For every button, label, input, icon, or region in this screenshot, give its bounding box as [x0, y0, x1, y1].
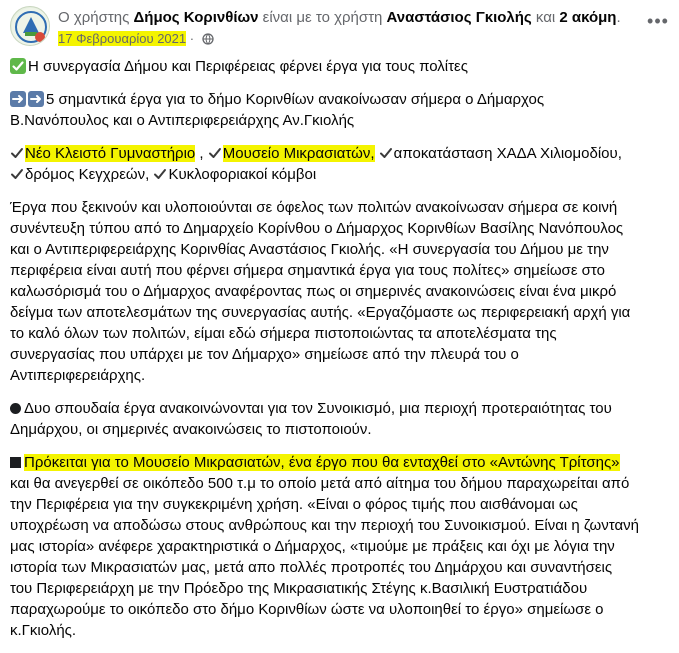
- paragraph-line: μας ιστορία» ανέφερε χαρακτηριστικά ο Δήμαρχος, «τιμούμε με πράξεις και όχι με λόγια την: [10, 538, 615, 555]
- right-arrow-icon: [28, 91, 44, 107]
- highlighted-text: Πρόκειται για το Μουσείο Μικρασιατών, ένα έργο που θα ενταχθεί στο «Αντώνης Τρίτσης»: [24, 454, 620, 471]
- check-mark-icon: [10, 146, 24, 160]
- paragraph-line: [10, 398, 670, 419]
- period-text: .: [616, 9, 621, 26]
- projects-line-2: [10, 164, 670, 185]
- author-link[interactable]: Δήμος Κορινθίων: [133, 9, 259, 26]
- paragraph-line: του Περιφερειάρχη με την Πρόεδρο της Μικρασιατικής Στέγης κ.Βασιλική Ευστρατιάδου: [10, 580, 588, 597]
- author-prefix: Ο χρήστης: [58, 9, 134, 26]
- paragraph-line: [10, 452, 670, 473]
- others-link[interactable]: 2 ακόμη: [559, 9, 617, 26]
- paragraph-text: Δυο σπουδαία έργα ανακοινώνονται για τον Συνοικισμό, μια περιοχή προτεραιότητας του: [24, 400, 612, 417]
- project-gym: Νέο Κλειστό Γυμναστήριο: [25, 145, 196, 162]
- paragraph-line: και θα ανεγερθεί σε οικόπεδο 500 τ.μ το οποίο μετά από αίτημα του δήμου παραχωρείται από: [10, 475, 630, 492]
- intro-paragraph: [10, 89, 670, 131]
- paragraph-line: υποχρέωση να αποδώσω στους ανθρώπους και την περιοχή του Συνοικισμού. Είναι η ζωντανή: [10, 517, 639, 534]
- paragraph-line: ιστορία των Μικρασιατών μας, μετά απο πολλές προτροπές του Δημάρχου και συναντήσεις: [10, 559, 613, 576]
- tagged-user-link[interactable]: Αναστάσιος Γκιολής: [386, 9, 532, 26]
- paragraph-line: και ο Αντιπεριφερειάρχης Κορινθίας Αναστάσιος Γκιολής. «Η συνεργασία του Δήμου με την: [10, 241, 609, 258]
- check-mark-button-icon: [10, 58, 26, 74]
- post-headline: Η συνεργασία Δήμου και Περιφέρειας φέρνει έργα για τους πολίτες: [28, 58, 468, 75]
- post-header: [10, 6, 670, 50]
- and-text: και: [531, 9, 560, 26]
- black-circle-icon: [10, 403, 21, 414]
- with-text: είναι με το χρήστη: [258, 9, 387, 26]
- globe-icon: [202, 32, 214, 50]
- paragraph-3: [10, 452, 670, 641]
- paragraph-line: παραχωρούμε το οικόπεδο στο δήμο Κορινθίων ώστε να υλοποιηθεί το έργο» σημείωσε ο: [10, 601, 604, 618]
- post-date-link[interactable]: 17 Φεβρουαρίου 2021: [58, 31, 187, 46]
- paragraph-line: το καλό όλων των πολιτών, είμαι εδώ σήμερα πιστοποιώντας τα αποτελέσματα της: [10, 325, 557, 342]
- paragraph-line: Δημάρχου, οι σημερινές ανακοινώσεις το πιστοποιούν.: [10, 421, 372, 438]
- paragraph-line: την Περιφέρεια για την συγκεκριμένη χρήση. «Είναι ο φόρος τιμής που αισθάνομαι ως: [10, 496, 578, 513]
- right-arrow-icon: [10, 91, 26, 107]
- check-mark-icon: [153, 167, 167, 181]
- paragraph-line: Αντιπεριφερειάρχης.: [10, 367, 146, 384]
- paragraph-line: συνέντευξη τύπου από το Δημαρχείο Κορίνθου ο Δήμαρχος Κορινθίων Βασίλης Νανόπουλος: [10, 220, 624, 237]
- project-museum: Μουσείο Μικρασιατών,: [222, 145, 375, 162]
- project-roundabouts: Κυκλοφοριακοί κόμβοι: [168, 166, 317, 183]
- paragraph-line: συνεργασίας που υπάρχει με τον Δήμαρχο» σημείωσε από την πλευρά του ο: [10, 346, 519, 363]
- projects-line-1: [10, 143, 670, 164]
- paragraph-1: [10, 197, 670, 386]
- intro-text: 5 σημαντικά έργα για το δήμο Κορινθίων ανακοίνωσαν σήμερα ο Δήμαρχος: [46, 91, 545, 108]
- page-avatar[interactable]: [10, 6, 50, 46]
- check-mark-icon: [379, 146, 393, 160]
- post-body: [10, 56, 670, 653]
- projects-list: [10, 143, 670, 185]
- more-options-icon[interactable]: •••: [647, 11, 669, 31]
- paragraph-line: καλωσόρισμά του ο Δήμαρχος αναφέροντας πως οι σημερινές ανακοινώσεις είναι ένα μικρό: [10, 283, 617, 300]
- post-author-line: [58, 8, 621, 28]
- meta-separator: ·: [186, 31, 198, 46]
- black-square-icon: [10, 457, 21, 468]
- paragraph-line: περιφέρεια είναι αυτή που φέρνει σήμερα σημαντικά έργα για τους πολίτες» σημείωσε στο: [10, 262, 605, 279]
- paragraph-2: [10, 398, 670, 440]
- municipality-logo-icon: [11, 7, 50, 46]
- headline-line: [10, 56, 670, 77]
- project-separator: ,: [195, 145, 204, 162]
- project-road: δρόμος Κεγχρεών,: [25, 166, 150, 183]
- paragraph-line: κ.Γκιολής.: [10, 622, 77, 639]
- paragraph-line: Έργα που ξεκινούν και υλοποιούνται σε όφελος των πολιτών ανακοίνωσαν σήμερα σε κοινή: [10, 199, 618, 216]
- project-landfill: αποκατάσταση ΧΑΔΑ Χιλιομοδίου,: [393, 145, 622, 162]
- intro-line-2: Β.Νανόπουλος και ο Αντιπεριφερειάρχης Αν.Γκιολής: [10, 112, 355, 129]
- check-mark-icon: [208, 146, 222, 160]
- paragraph-line: δείγμα των αποτελεσμάτων της συνεργασίας αυτής. «Εργαζόμαστε ως περιφερειακή αρχή για: [10, 304, 631, 321]
- post-meta: [58, 30, 214, 50]
- intro-line-1: [10, 89, 670, 110]
- check-mark-icon: [10, 167, 24, 181]
